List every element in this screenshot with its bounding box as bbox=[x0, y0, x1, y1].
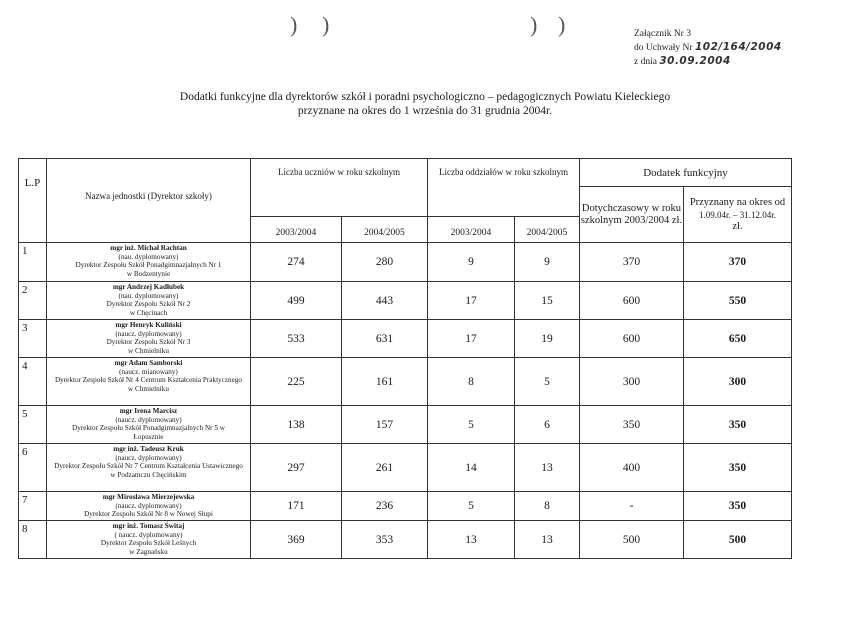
director-name: mgr Andrzej Kadłubek bbox=[112, 283, 185, 291]
classes-2004: 8 bbox=[515, 492, 580, 521]
students-2004: 280 bbox=[342, 243, 428, 282]
scan-mark: ) bbox=[322, 12, 330, 37]
classes-2003: 5 bbox=[428, 406, 515, 444]
students-2003: 297 bbox=[251, 444, 342, 492]
classes-2003: 9 bbox=[428, 243, 515, 282]
header-granted-line-2: 1.09.04r. – 31.12.04r. bbox=[698, 209, 776, 220]
school-name: Dyrektor Zespołu Szkół Ponadgimnazjalnych Nr 1 bbox=[75, 261, 222, 270]
table-row bbox=[19, 243, 792, 282]
row-lp: 6 bbox=[19, 444, 47, 492]
director-title: (naucz. dyplomowany) bbox=[115, 501, 182, 510]
classes-2004: 5 bbox=[515, 358, 580, 406]
classes-2003: 13 bbox=[428, 521, 515, 559]
row-lp: 8 bbox=[19, 521, 47, 559]
classes-2004: 15 bbox=[515, 282, 580, 320]
table-row bbox=[19, 444, 792, 492]
students-2004: 236 bbox=[342, 492, 428, 521]
title-line-2: przyznane na okres do 1 września do 31 grudnia 2004r. bbox=[297, 105, 553, 117]
unit-cell bbox=[47, 521, 251, 559]
header-classes: Liczba oddziałów w roku szkolnym bbox=[428, 159, 580, 217]
header-students-year-1: 2003/2004 bbox=[251, 217, 342, 243]
allowance-previous: 500 bbox=[580, 521, 684, 559]
director-title: (naucz. dyplomowany) bbox=[115, 453, 182, 462]
allowance-granted: 650 bbox=[684, 320, 792, 358]
director-title: ( naucz. dyplomowany) bbox=[114, 530, 183, 539]
director-name: mgr Adam Samborski bbox=[114, 359, 183, 367]
students-2003: 533 bbox=[251, 320, 342, 358]
allowance-previous: 400 bbox=[580, 444, 684, 492]
classes-2004: 6 bbox=[515, 406, 580, 444]
students-2004: 443 bbox=[342, 282, 428, 320]
allowance-granted: 350 bbox=[684, 492, 792, 521]
allowance-previous: 370 bbox=[580, 243, 684, 282]
row-lp: 1 bbox=[19, 243, 47, 282]
unit-cell bbox=[47, 243, 251, 282]
row-lp: 4 bbox=[19, 358, 47, 406]
students-2003: 499 bbox=[251, 282, 342, 320]
director-name: mgr Irena Marcisz bbox=[119, 407, 178, 415]
annex-resolution bbox=[634, 41, 782, 55]
students-2003: 274 bbox=[251, 243, 342, 282]
header-classes-year-2: 2004/2005 bbox=[515, 217, 580, 243]
row-lp: 7 bbox=[19, 492, 47, 521]
school-place: w Podzamczu Chęcińskim bbox=[110, 470, 187, 479]
director-name: mgr Henryk Kuliński bbox=[115, 321, 182, 329]
school-place: w Chmielniku bbox=[128, 384, 169, 393]
allowance-table bbox=[18, 158, 792, 559]
director-name: mgr inż. Tadeusz Kruk bbox=[113, 445, 184, 453]
header-granted-line-3: zł. bbox=[732, 220, 743, 232]
school-name: Dyrektor Zespołu Szkół Nr 8 w Nowej Słupi bbox=[84, 510, 213, 519]
annex-number: Załącznik Nr 3 bbox=[634, 29, 691, 39]
table-row bbox=[19, 320, 792, 358]
scan-mark: ) bbox=[558, 12, 566, 37]
title-line-1: Dodatki funkcyjne dla dyrektorów szkół i poradni psychologiczno – pedagogicznych Powiatu Kieleckiego bbox=[179, 91, 671, 103]
students-2004: 353 bbox=[342, 521, 428, 559]
header-granted-line-1: Przyznany na okres od bbox=[689, 196, 786, 208]
header-lp: L.P bbox=[19, 159, 47, 243]
header-previous: Dotychczasowy w roku szkolnym 2003/2004 zł. bbox=[580, 187, 684, 243]
classes-2003: 17 bbox=[428, 320, 515, 358]
table-row bbox=[19, 358, 792, 406]
annex-resolution-label: do Uchwały Nr bbox=[634, 43, 693, 53]
allowance-granted: 500 bbox=[684, 521, 792, 559]
annex-header bbox=[634, 28, 782, 69]
unit-cell bbox=[47, 358, 251, 406]
director-name: mgr inż. Michał Rachtan bbox=[110, 244, 187, 252]
scan-mark: ) bbox=[530, 12, 538, 37]
row-lp: 3 bbox=[19, 320, 47, 358]
school-name: Dyrektor Zespołu Szkół Leśnych bbox=[100, 539, 197, 548]
students-2003: 171 bbox=[251, 492, 342, 521]
row-lp: 2 bbox=[19, 282, 47, 320]
table-row bbox=[19, 521, 792, 559]
allowance-granted: 550 bbox=[684, 282, 792, 320]
annex-date-value: 30.09.2004 bbox=[659, 55, 731, 67]
unit-cell bbox=[47, 406, 251, 444]
classes-2003: 8 bbox=[428, 358, 515, 406]
table-row bbox=[19, 282, 792, 320]
allowance-previous: 600 bbox=[580, 320, 684, 358]
students-2003: 225 bbox=[251, 358, 342, 406]
header-students-year-2: 2004/2005 bbox=[342, 217, 428, 243]
school-place: Łopusznie bbox=[133, 432, 164, 441]
header-granted bbox=[684, 187, 792, 243]
classes-2004: 9 bbox=[515, 243, 580, 282]
classes-2003: 14 bbox=[428, 444, 515, 492]
unit-cell bbox=[47, 492, 251, 521]
director-title: (naucz. dyplomowany) bbox=[115, 329, 182, 338]
allowance-previous: - bbox=[580, 492, 684, 521]
school-name: Dyrektor Zespołu Szkół Nr 3 bbox=[106, 338, 191, 347]
annex-resolution-number: 102/164/2004 bbox=[694, 41, 782, 53]
school-place: w Zagnańsku bbox=[129, 547, 168, 556]
director-title: (nau. dyplomowany) bbox=[118, 252, 179, 261]
director-name: mgr Mirosława Mierzejewska bbox=[102, 493, 195, 501]
school-place: w Chmielniku bbox=[128, 346, 169, 355]
allowance-previous: 350 bbox=[580, 406, 684, 444]
school-name: Dyrektor Zespołu Szkół Nr 4 Centrum Kształcenia Praktycznego bbox=[54, 376, 243, 385]
school-place: w Bodzentynie bbox=[126, 269, 171, 278]
classes-2004: 19 bbox=[515, 320, 580, 358]
annex-date bbox=[634, 55, 782, 69]
students-2003: 138 bbox=[251, 406, 342, 444]
classes-2004: 13 bbox=[515, 444, 580, 492]
allowance-granted: 350 bbox=[684, 444, 792, 492]
allowance-granted: 350 bbox=[684, 406, 792, 444]
director-title: (naucz. dyplomowany) bbox=[115, 415, 182, 424]
allowance-previous: 300 bbox=[580, 358, 684, 406]
students-2004: 161 bbox=[342, 358, 428, 406]
school-name: Dyrektor Zespołu Szkół Ponadgimnazjalnych Nr 5 w bbox=[72, 424, 225, 433]
classes-2004: 13 bbox=[515, 521, 580, 559]
allowance-granted: 370 bbox=[684, 243, 792, 282]
school-place: w Chęcinach bbox=[129, 308, 168, 317]
unit-cell bbox=[47, 444, 251, 492]
annex-date-label: z dnia bbox=[634, 57, 657, 67]
allowance-previous: 600 bbox=[580, 282, 684, 320]
unit-cell bbox=[47, 320, 251, 358]
unit-cell bbox=[47, 282, 251, 320]
row-lp: 5 bbox=[19, 406, 47, 444]
classes-2003: 17 bbox=[428, 282, 515, 320]
students-2004: 157 bbox=[342, 406, 428, 444]
director-name: mgr inż. Tomasz Świtaj bbox=[112, 522, 185, 530]
document-title bbox=[120, 90, 730, 118]
header-unit: Nazwa jednostki (Dyrektor szkoły) bbox=[47, 159, 251, 243]
table-row bbox=[19, 406, 792, 444]
school-name: Dyrektor Zespołu Szkół Nr 2 bbox=[106, 300, 191, 309]
students-2004: 631 bbox=[342, 320, 428, 358]
students-2004: 261 bbox=[342, 444, 428, 492]
scan-mark: ) bbox=[290, 12, 298, 37]
header-classes-year-1: 2003/2004 bbox=[428, 217, 515, 243]
school-name: Dyrektor Zespołu Szkół Nr 7 Centrum Kształcenia Ustawicznego bbox=[54, 462, 243, 471]
header-allowance: Dodatek funkcyjny bbox=[580, 159, 792, 187]
director-title: (naucz. mianowany) bbox=[119, 367, 178, 376]
allowance-granted: 300 bbox=[684, 358, 792, 406]
students-2003: 369 bbox=[251, 521, 342, 559]
director-title: (nau. dyplomowany) bbox=[118, 291, 179, 300]
table-row bbox=[19, 492, 792, 521]
header-students: Liczba uczniów w roku szkolnym bbox=[251, 159, 428, 217]
classes-2003: 5 bbox=[428, 492, 515, 521]
